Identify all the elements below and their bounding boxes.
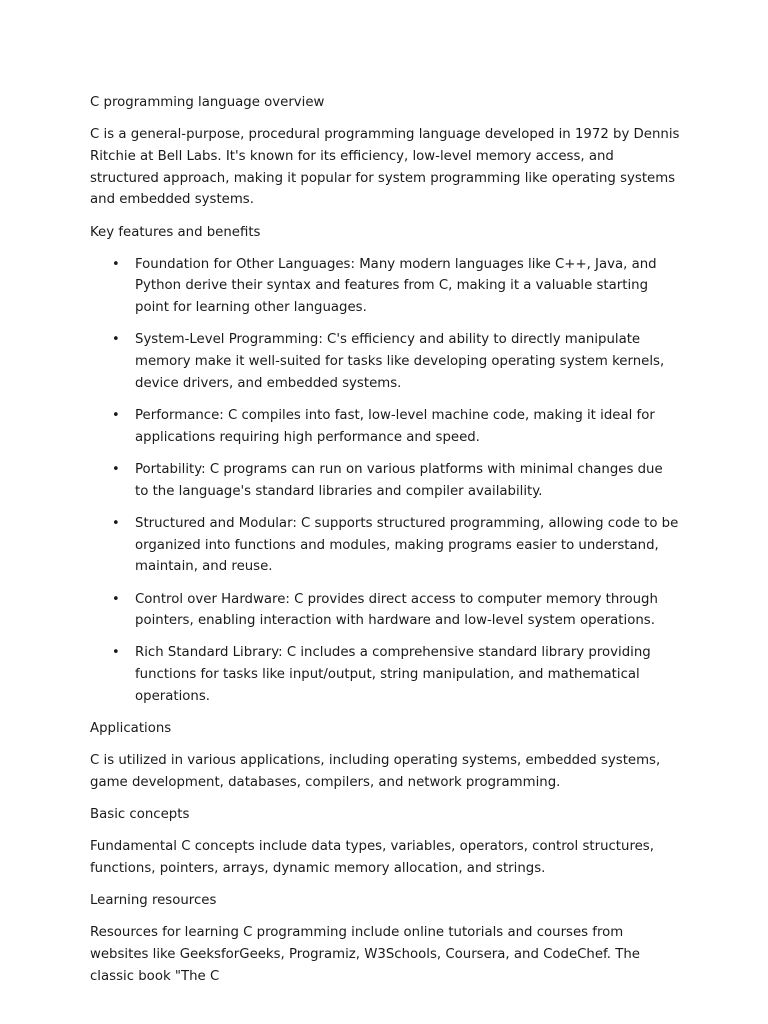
feature-text: Foundation for Other Languages: Many modern languages like C++, Java, and Python derive their syntax and features from C, making it a valuable starting point for learning other languages. — [135, 256, 657, 316]
bullet-icon: • — [112, 515, 120, 531]
feature-text: System-Level Programming: C's efficiency and ability to directly manipulate memory make it well-suited for tasks like developing operating system kernels, device drivers, and embedded systems. — [135, 332, 665, 391]
list-item — [90, 459, 680, 503]
intro-paragraph: C is a general-purpose, procedural programming language developed in 1972 by Dennis Ritchie at Bell Labs. It's known for its efficiency, low-level memory access, and structured approach, making it popular for system programming like operating systems and embedded systems. — [90, 127, 680, 208]
document-page — [90, 92, 680, 998]
feature-text: Rich Standard Library: C includes a comprehensive standard library providing functions for tasks like input/output, string manipulation, and mathematical operations. — [135, 645, 651, 704]
bullet-icon: • — [112, 591, 120, 607]
bullet-icon: • — [112, 461, 120, 477]
applications-heading: Applications — [90, 721, 172, 737]
features-list — [90, 254, 680, 708]
document-title: C programming language overview — [90, 95, 325, 110]
resources-paragraph: Resources for learning C programming include online tutorials and courses from websites like GeeksforGeeks, Programiz, W3Schools, Coursera, and CodeChef. The classic book "The C — [90, 925, 640, 984]
feature-text: Control over Hardware: C provides direct access to computer memory through pointers, enabling interaction with hardware and low-level system operations. — [135, 591, 658, 629]
feature-text: Portability: C programs can run on various platforms with minimal changes due to the language's standard libraries and compiler availability. — [135, 461, 663, 499]
features-heading: Key features and benefits — [90, 224, 261, 240]
bullet-icon: • — [112, 332, 120, 348]
feature-text: Structured and Modular: C supports structured programming, allowing code to be organized into functions and modules, making programs easier to understand, maintain, and reuse. — [135, 515, 679, 575]
applications-paragraph: C is utilized in various applications, including operating systems, embedded systems, game development, databases, compilers, and network programming. — [90, 753, 661, 790]
list-item — [90, 254, 680, 319]
feature-text: Performance: C compiles into fast, low-level machine code, making it ideal for applications requiring high performance and speed. — [135, 408, 655, 445]
bullet-icon: • — [112, 256, 120, 272]
list-item — [90, 589, 680, 633]
bullet-icon: • — [112, 645, 120, 661]
bullet-icon: • — [112, 408, 120, 424]
list-item — [90, 513, 680, 578]
list-item — [90, 405, 680, 449]
resources-heading: Learning resources — [90, 893, 217, 909]
basics-heading: Basic concepts — [90, 807, 190, 823]
list-item — [90, 329, 680, 394]
list-item — [90, 642, 680, 707]
basics-paragraph: Fundamental C concepts include data types, variables, operators, control structures, functions, pointers, arrays, dynamic memory allocation, and strings. — [90, 839, 654, 876]
